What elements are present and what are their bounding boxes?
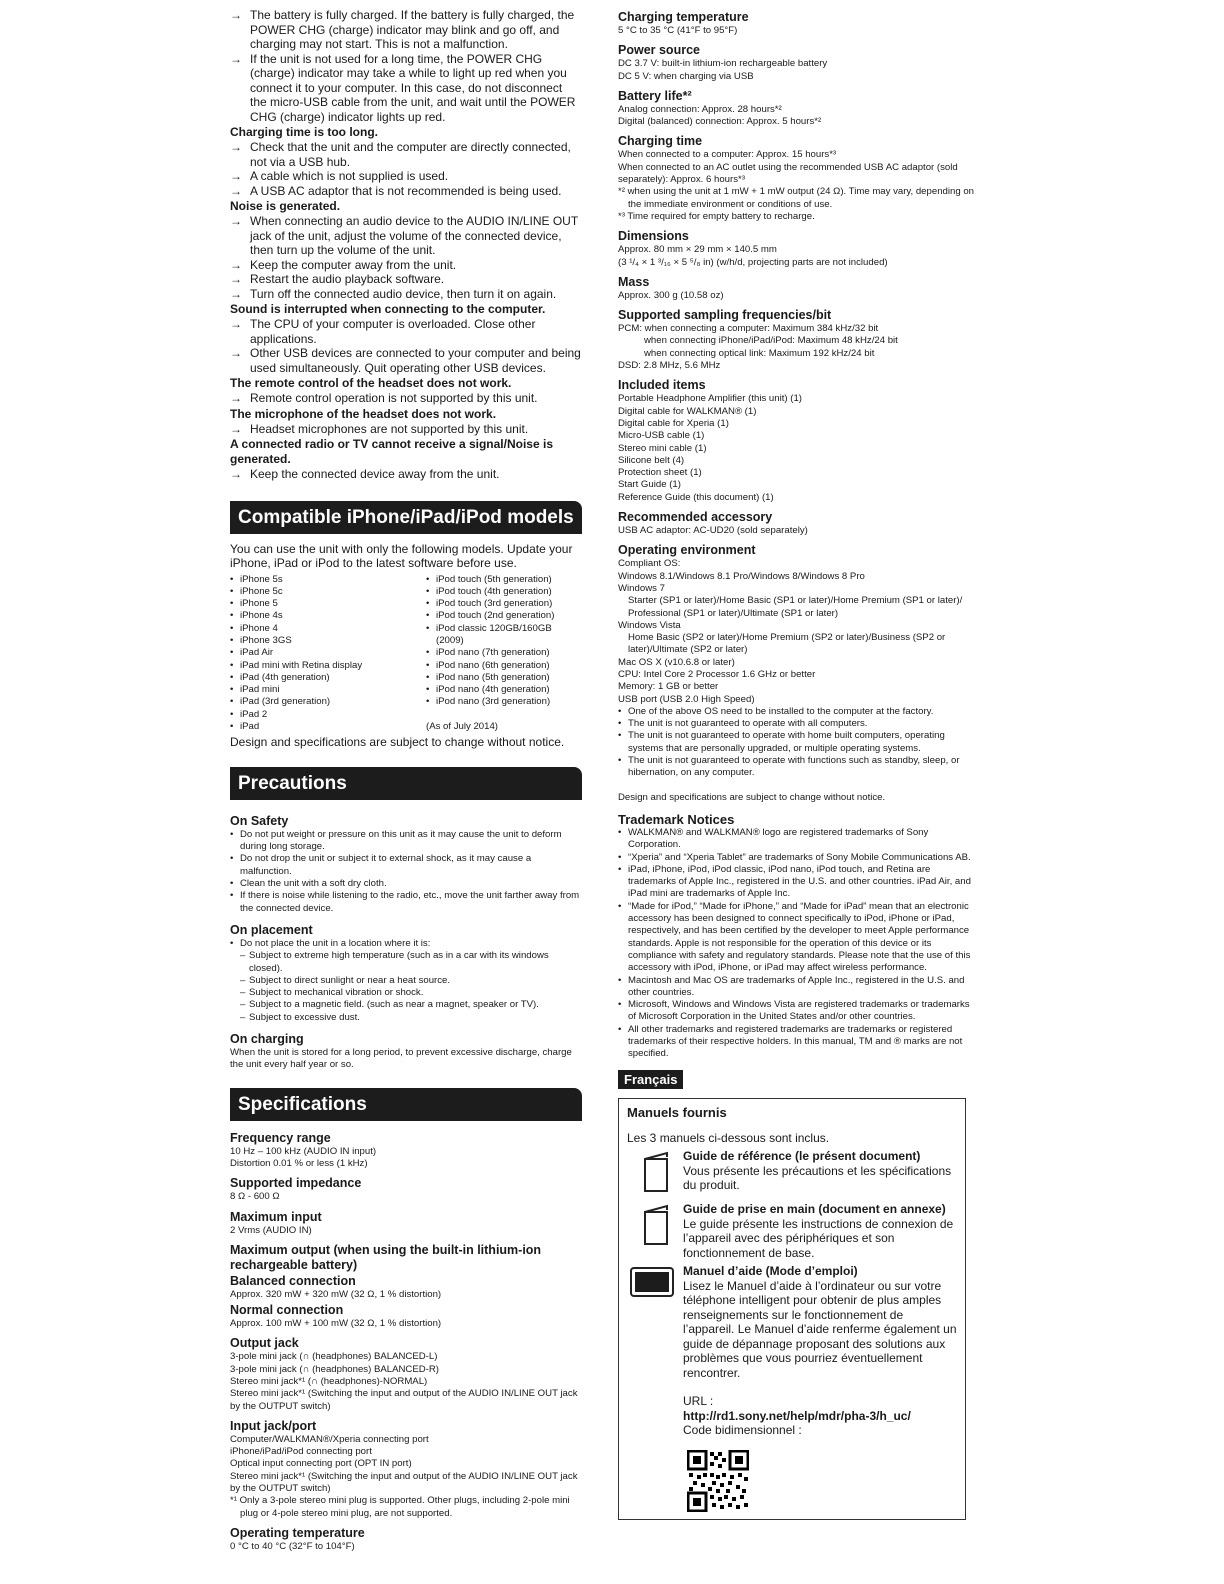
charging-temp-line: 5 °C to 35 °C (41°F to 95°F)	[618, 25, 738, 36]
manual-title: Manuel d’aide (Mode d’emploi)	[683, 1264, 858, 1279]
placement-sub: – Subject to a magnetic field. (such as near a magnet, speaker or TV).	[230, 999, 582, 1011]
included-item: Digital cable for Xperia (1)	[618, 417, 729, 429]
trademark-item: • “Xperia” and “Xperia Tablet” are trademarks of Sony Mobile Communications AB.	[618, 852, 974, 864]
charging-heading: On charging	[230, 1032, 304, 1047]
included-item: Micro-USB cable (1)	[618, 430, 705, 442]
max-input-line: 2 Vrms (AUDIO IN)	[230, 1224, 312, 1236]
model-item: • iPhone 5c	[230, 586, 426, 598]
input-jack-line: Optical input connecting port (OPT IN port)	[230, 1458, 412, 1470]
dimensions-heading: Dimensions	[618, 229, 689, 244]
env-bullet: • One of the above OS need to be installed to the computer at the factory.	[618, 706, 974, 718]
freq-line: 10 Hz – 100 kHz (AUDIO IN input)	[230, 1145, 377, 1157]
output-jack-line: 3-pole mini jack (∩ (headphones) BALANCED-L)	[230, 1351, 438, 1363]
footnote: *² when using the unit at 1 mW + 1 mW output (24 Ω). Time may vary, depending on the immediate environment or conditions of use.	[618, 186, 974, 210]
environment-heading: Operating environment	[618, 543, 756, 558]
included-item: Protection sheet (1)	[618, 467, 702, 479]
model-item: • iPod nano (4th generation)	[426, 684, 576, 696]
output-jack-line: Stereo mini jack*¹ (Switching the input and output of the AUDIO IN/LINE OUT jack by the OUTPUT switch)	[230, 1388, 578, 1412]
sampling-pcm: PCM: when connecting a computer: Maximum 384 kHz/32 bit	[618, 323, 879, 335]
document-icon	[627, 1149, 683, 1198]
mass-line: Approx. 300 g (10.58 oz)	[618, 289, 724, 301]
model-item: • iPad 2	[230, 709, 426, 721]
model-item: • iPad	[230, 721, 426, 733]
help-url-link[interactable]: http://rd1.sony.net/help/mdr/pha-3/h_uc/	[683, 1408, 911, 1423]
charging-time-line: When connected to a computer: Approx. 15 hours*³	[618, 149, 837, 161]
env-vista: Windows Vista	[618, 619, 681, 631]
env-bullet: • The unit is not guaranteed to operate with home built computers, operating systems that are personally upgraded, or multiple operating systems.	[618, 730, 974, 755]
balanced-line: Approx. 320 mW + 320 mW (32 Ω, 1 % distortion)	[230, 1288, 442, 1300]
impedance-line: 8 Ω - 600 Ω	[230, 1191, 280, 1203]
manual-entry	[627, 1202, 957, 1260]
model-item: • iPod nano (6th generation)	[426, 660, 576, 672]
compat-intro: You can use the unit with only the following models. Update your iPhone, iPad or iPod to the latest software before use.	[230, 541, 573, 570]
model-item: • iPad (4th generation)	[230, 672, 426, 684]
charging-time-spec-heading: Charging time	[618, 134, 703, 149]
normal-line: Approx. 100 mW + 100 mW (32 Ω, 1 % distortion)	[230, 1318, 442, 1330]
env-vista-detail: Home Basic (SP2 or later)/Home Premium (SP2 or later)/Business (SP2 or later)/Ultimate (SP2 or later)	[628, 632, 946, 656]
noise-item: → Keep the computer away from the unit.	[230, 258, 582, 273]
charging-time-line: When connected to an AC outlet using the recommended USB AC adaptor (sold separately): Approx. 6 hours*³	[618, 161, 958, 186]
included-item: Portable Headphone Amplifier (this unit) (1)	[618, 393, 802, 405]
output-jack-line: Stereo mini jack*¹ (∩ (headphones)-NORMAL)	[230, 1375, 428, 1387]
trademark-item: • Microsoft, Windows and Windows Vista are registered trademarks or trademarks of Microsoft Corporation in the United States and/or other countries.	[618, 999, 974, 1024]
model-item: • iPod nano (7th generation)	[426, 647, 576, 659]
trademark-item: • iPad, iPhone, iPod, iPod classic, iPod nano, iPod touch, and Retina are trademarks of Apple Inc., registered in the U.S. and other countries. iPad Air, and iPad mini are trademarks of Apple Inc.	[618, 864, 974, 901]
input-jack-line: Computer/WALKMAN®/Xperia connecting port	[230, 1433, 429, 1445]
safety-item: • If there is noise while listening to the radio, etc., move the unit farther away from the connected device.	[230, 890, 582, 915]
input-jack-heading: Input jack/port	[230, 1418, 317, 1433]
interrupt-heading: Sound is interrupted when connecting to the computer.	[230, 302, 546, 316]
env-line: USB port (USB 2.0 High Speed)	[618, 693, 755, 705]
remote-item: → Remote control operation is not supported by this unit.	[230, 391, 582, 406]
env-line: Mac OS X (v10.6.8 or later)	[618, 656, 735, 668]
model-item: • iPod classic 120GB/160GB (2009)	[426, 623, 576, 648]
remote-heading: The remote control of the headset does not work.	[230, 376, 512, 390]
dimensions-line: Approx. 80 mm × 29 mm × 140.5 mm	[618, 244, 777, 256]
output-jack-heading: Output jack	[230, 1336, 299, 1351]
as-of-date: (As of July 2014)	[426, 720, 498, 732]
charging-time-item: → A USB AC adaptor that is not recommended is being used.	[230, 184, 582, 199]
power-heading: Power source	[618, 43, 700, 58]
battery-line: Digital (balanced) connection: Approx. 5 hours*²	[618, 116, 822, 128]
document-icon	[627, 1202, 683, 1260]
battery-heading: Battery life*²	[618, 88, 692, 103]
sampling-sub: when connecting optical link: Maximum 192 kHz/24 bit	[644, 347, 875, 359]
max-output-heading: Maximum output (when using the built-in lithium-ion rechargeable battery)	[230, 1242, 542, 1272]
placement-sub: – Subject to excessive dust.	[230, 1012, 582, 1024]
model-item: • iPod nano (5th generation)	[426, 672, 576, 684]
model-item: • iPad mini with Retina display	[230, 660, 426, 672]
input-jack-note: *¹ Only a 3-pole stereo mini plug is supported. Other plugs, including 2-pole mini plug or 4-pole stereo mini plug, are not supported.	[230, 1495, 570, 1519]
impedance-heading: Supported impedance	[230, 1176, 362, 1191]
safety-item: • Do not put weight or pressure on this unit as it may cause the unit to deform during long storage.	[230, 829, 582, 854]
francais-tag: Français	[618, 1070, 683, 1089]
trademark-item: • “Made for iPod,” “Made for iPhone,” and “Made for iPad” mean that an electronic accessory has been designed to connect specifically to iPod, iPhone or iPad, respectively, and has been certified by the developer to meet Apple performance standards. Apple is not responsible for the operation of this device or its compliance with safety and regulatory standards. Please note that the use of this accessory with iPod, iPhone, or iPad may affect wireless performance.	[618, 901, 974, 975]
charging-time-heading: Charging time is too long.	[230, 125, 378, 139]
freq-heading: Frequency range	[230, 1130, 331, 1145]
models-list	[230, 574, 582, 734]
model-item: • iPod touch (2nd generation)	[426, 610, 576, 622]
manual-entry	[627, 1264, 957, 1517]
included-item: Silicone belt (4)	[618, 454, 685, 466]
dimensions-line: (3 ¹/₄ × 1 ³/₁₆ × 5 ⁵/₈ in) (w/h/d, projecting parts are not included)	[618, 256, 888, 268]
model-item: • iPod touch (5th generation)	[426, 574, 576, 586]
env-win7: Windows 7	[618, 582, 665, 594]
safety-heading: On Safety	[230, 813, 289, 828]
intro-list	[230, 8, 582, 124]
included-item: Stereo mini cable (1)	[618, 442, 707, 454]
normal-heading: Normal connection	[230, 1303, 344, 1318]
noise-item: → Restart the audio playback software.	[230, 272, 582, 287]
manual-text: Le guide présente les instructions de connexion de l’appareil avec des périphériques et son fonctionnement de base.	[683, 1216, 954, 1260]
battery-line: Analog connection: Approx. 28 hours*²	[618, 103, 782, 115]
safety-item: • Clean the unit with a soft dry cloth.	[230, 878, 582, 890]
output-jack-line: 3-pole mini jack (∩ (headphones) BALANCED-R)	[230, 1363, 439, 1375]
included-item: Digital cable for WALKMAN® (1)	[618, 405, 757, 417]
placement-heading: On placement	[230, 922, 313, 937]
charging-time-item: → Check that the unit and the computer are directly connected, not via a USB hub.	[230, 140, 582, 169]
included-heading: Included items	[618, 378, 706, 393]
balanced-heading: Balanced connection	[230, 1273, 356, 1288]
ipod-column	[426, 574, 576, 734]
recommended-line: USB AC adaptor: AC-UD20 (sold separately)	[618, 525, 808, 537]
manual-title: Guide de prise en main (document en annexe)	[683, 1202, 946, 1217]
safety-item: • Do not drop the unit or subject it to external shock, as it may cause a malfunction.	[230, 853, 582, 878]
charging-time-item: → A cable which is not supplied is used.	[230, 169, 582, 184]
input-jack-line: iPhone/iPad/iPod connecting port	[230, 1446, 372, 1458]
iphone-ipad-column	[230, 574, 426, 734]
trademark-item: • Macintosh and Mac OS are trademarks of Apple Inc., registered in the U.S. and other countries.	[618, 975, 974, 1000]
model-item: • iPod touch (4th generation)	[426, 586, 576, 598]
included-item: Reference Guide (this document) (1)	[618, 491, 774, 503]
sampling-dsd: DSD: 2.8 MHz, 5.6 MHz	[618, 360, 721, 372]
env-bullet: • The unit is not guaranteed to operate with all computers.	[618, 718, 974, 730]
model-item: • iPhone 5	[230, 598, 426, 610]
right-column	[618, 8, 974, 1520]
design-note: Design and specifications are subject to change without notice.	[618, 791, 886, 803]
qr-code-icon	[687, 1450, 957, 1517]
manuels-box	[618, 1098, 966, 1520]
intro-item: → The battery is fully charged. If the battery is fully charged, the POWER CHG (charge) indicator may blink and go off, and charging may not start. This is not a malfunction.	[230, 8, 582, 52]
operating-temp-heading: Operating temperature	[230, 1525, 365, 1540]
trademark-item: • All other trademarks and registered trademarks are trademarks or registered trademarks of their respective holders. In this manual, TM and ® marks are not specified.	[618, 1024, 974, 1061]
model-item: • iPod touch (3rd generation)	[426, 598, 576, 610]
model-item: • iPhone 4s	[230, 610, 426, 622]
power-line: DC 3.7 V: built-in lithium-ion rechargeable battery	[618, 58, 828, 70]
model-item: • iPhone 5s	[230, 574, 426, 586]
precautions-banner: Precautions	[230, 767, 582, 800]
env-win8: Windows 8.1/Windows 8.1 Pro/Windows 8/Windows 8 Pro	[618, 570, 865, 582]
charging-text: When the unit is stored for a long period, to prevent excessive discharge, charge the unit every half year or so.	[230, 1047, 572, 1071]
model-item: • iPad (3rd generation)	[230, 696, 426, 708]
placement-sub: – Subject to direct sunlight or near a heat source.	[230, 975, 582, 987]
manuels-intro: Les 3 manuels ci-dessous sont inclus.	[627, 1130, 830, 1145]
included-item: Start Guide (1)	[618, 479, 681, 491]
specifications-banner: Specifications	[230, 1088, 582, 1121]
mic-item: → Headset microphones are not supported by this unit.	[230, 422, 582, 437]
manual-entry	[627, 1149, 957, 1198]
model-item: • iPad Air	[230, 647, 426, 659]
env-win7-detail: Starter (SP1 or later)/Home Basic (SP1 or later)/Home Premium (SP1 or later)/ Professional (SP1 or later)/Ultimate (SP1 or later)	[628, 595, 963, 619]
env-line: CPU: Intel Core 2 Processor 1.6 GHz or better	[618, 668, 816, 680]
radio-item: → Keep the connected device away from the unit.	[230, 467, 582, 482]
sampling-heading: Supported sampling frequencies/bit	[618, 308, 832, 323]
power-line: DC 5 V: when charging via USB	[618, 70, 754, 82]
manuels-title: Manuels fournis	[627, 1104, 727, 1120]
freq-line: Distortion 0.01 % or less (1 kHz)	[230, 1157, 368, 1169]
noise-heading: Noise is generated.	[230, 199, 341, 213]
manual-text: Vous présente les précautions et les spécifications du produit.	[683, 1163, 952, 1193]
model-item: • iPad mini	[230, 684, 426, 696]
intro-item: → If the unit is not used for a long time, the POWER CHG (charge) indicator may take a while to light up red when you connect it to your computer. In this case, do not disconnect the micro-USB cable from the unit, and wait until the POWER CHG (charge) indicator lights up red.	[230, 52, 582, 125]
mass-heading: Mass	[618, 274, 650, 289]
model-item: • iPod nano (3rd generation)	[426, 696, 576, 708]
manual-text: Lisez le Manuel d’aide à l’ordinateur ou sur votre téléphone intelligent pour obtenir de plus amples renseignements sur le fonctionnement de l’appareil. Le Manuel d’aide renferme également un guide de dépannage proposant des solutions aux problèmes que vous pourriez éventuellement rencontrer.	[683, 1278, 957, 1380]
env-bullet: • The unit is not guaranteed to operate with functions such as standby, sleep, or hibernation, on any computer.	[618, 755, 974, 780]
compat-note: Design and specifications are subject to change without notice.	[230, 735, 565, 750]
model-item: • iPhone 4	[230, 623, 426, 635]
noise-item: → Turn off the connected audio device, then turn it on again.	[230, 287, 582, 302]
noise-item: → When connecting an audio device to the AUDIO IN/LINE OUT jack of the unit, adjust the volume of the connected device, then turn up the volume of the unit.	[230, 214, 582, 258]
trademark-item: • WALKMAN® and WALKMAN® logo are registered trademarks of Sony Corporation.	[618, 827, 974, 852]
footnote: *³ Time required for empty battery to recharge.	[618, 210, 815, 222]
interrupt-item: → Other USB devices are connected to your computer and being used simultaneously. Quit operating other USB devices.	[230, 346, 582, 375]
trademark-heading: Trademark Notices	[618, 811, 735, 827]
placement-sub: – Subject to mechanical vibration or shock.	[230, 987, 582, 999]
placement-sub: – Subject to extreme high temperature (such as in a car with its windows closed).	[230, 950, 582, 975]
mic-heading: The microphone of the headset does not work.	[230, 406, 497, 421]
qr-label: Code bidimensionnel :	[683, 1423, 802, 1438]
radio-heading: A connected radio or TV cannot receive a signal/Noise is generated.	[230, 437, 553, 466]
charging-temp-heading: Charging temperature	[618, 10, 749, 24]
model-item: • iPhone 3GS	[230, 635, 426, 647]
max-input-heading: Maximum input	[230, 1209, 322, 1224]
monitor-icon	[627, 1264, 683, 1517]
operating-temp-line: 0 °C to 40 °C (32°F to 104°F)	[230, 1540, 355, 1552]
sampling-sub: when connecting iPhone/iPad/iPod: Maximum 48 kHz/24 bit	[644, 335, 898, 347]
input-jack-line: Stereo mini jack*¹ (Switching the input and output of the AUDIO IN/LINE OUT jack by the OUTPUT switch)	[230, 1470, 578, 1495]
url-label: URL :	[683, 1394, 714, 1409]
left-column	[230, 8, 582, 1553]
compat-banner: Compatible iPhone/iPad/iPod models	[230, 501, 582, 534]
interrupt-item: → The CPU of your computer is overloaded. Close other applications.	[230, 317, 582, 346]
recommended-heading: Recommended accessory	[618, 510, 773, 525]
env-line: Memory: 1 GB or better	[618, 681, 719, 693]
placement-item: • Do not place the unit in a location where it is:	[230, 938, 582, 950]
manual-title: Guide de référence (le présent document)	[683, 1149, 921, 1164]
env-os: Compliant OS:	[618, 558, 681, 570]
